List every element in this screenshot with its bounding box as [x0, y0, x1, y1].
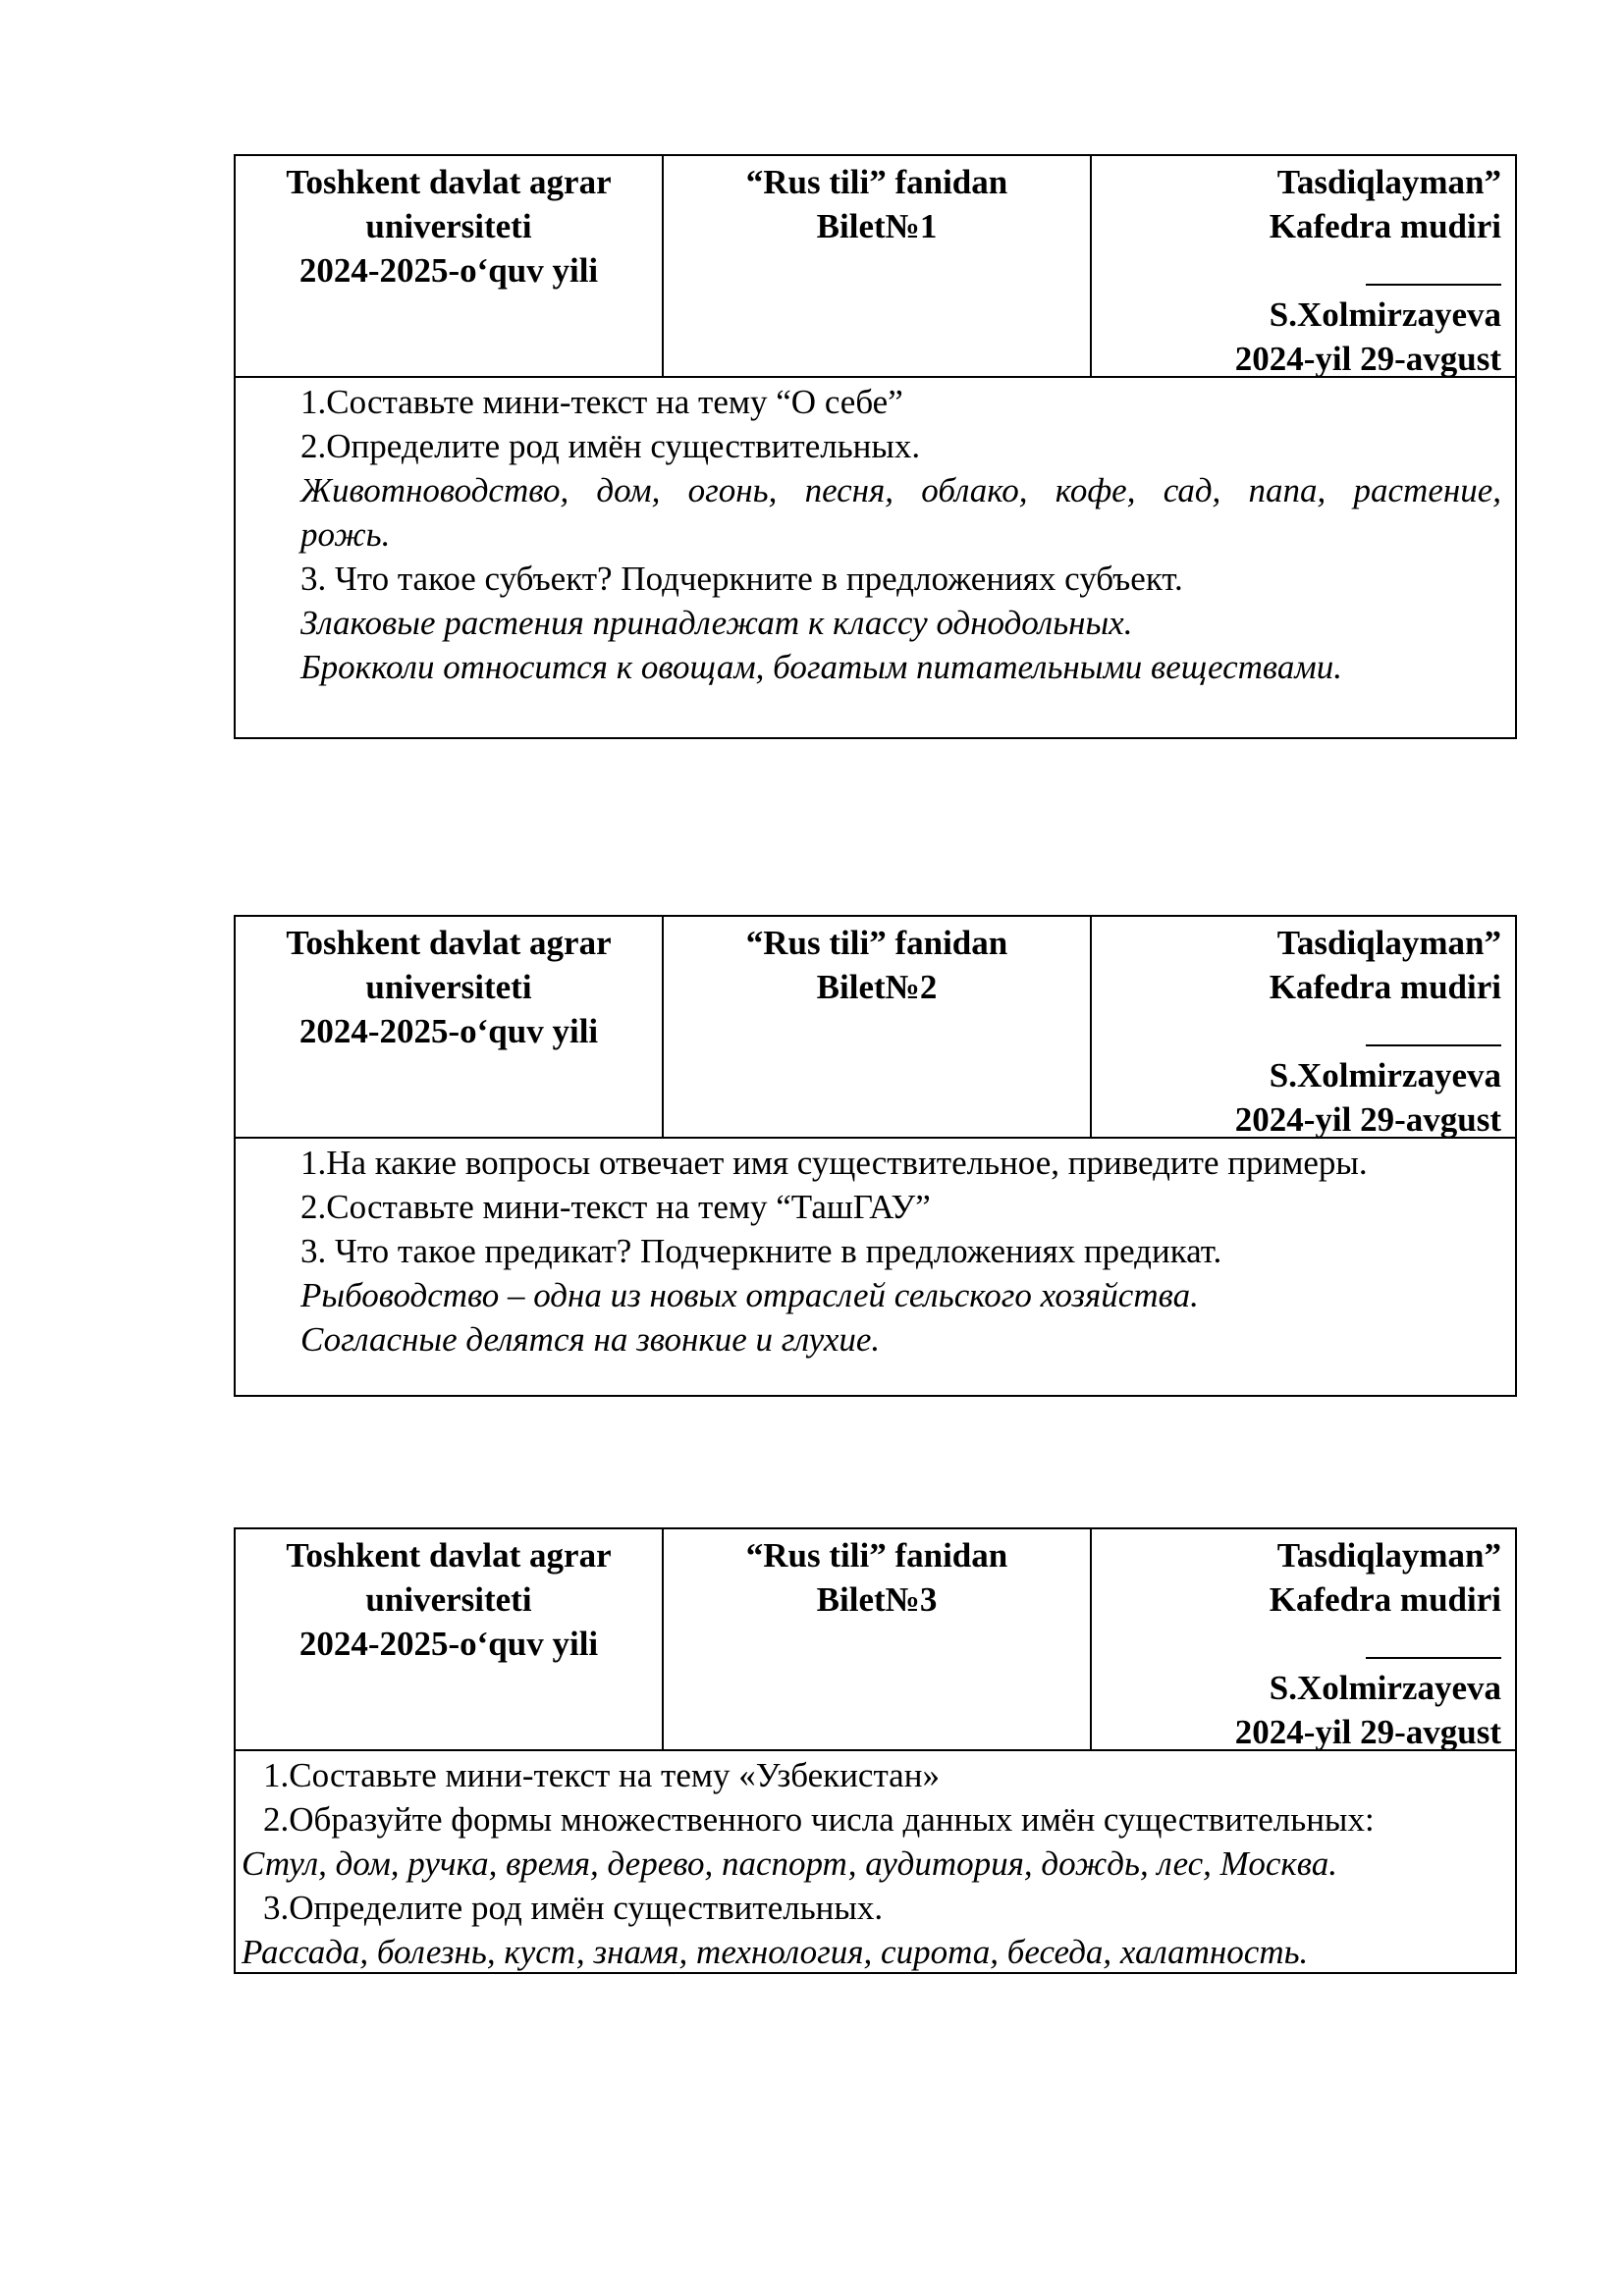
ticket-1	[234, 154, 1517, 739]
head-name: S.Xolmirzayeva	[1269, 1056, 1501, 1095]
ticket-header	[236, 917, 1515, 1139]
question: 3. Что такое предикат? Подчеркните в предложениях предикат.	[300, 1232, 1222, 1270]
approval-date: 2024-yil 29-avgust	[1234, 1100, 1501, 1139]
university-line: universiteti	[365, 1580, 532, 1619]
head-name: S.Xolmirzayeva	[1269, 295, 1501, 334]
subject-cell	[664, 1529, 1092, 1749]
example-text: Стул, дом, ручка, время, дерево, паспорт, аудитория, дождь, лес, Москва.	[242, 1844, 1337, 1883]
signature-line-row	[1092, 1009, 1501, 1053]
ticket-body	[236, 1139, 1515, 1362]
academic-year: 2024-2025-o‘quv yili	[298, 1625, 599, 1663]
example-text: Брокколи относится к овощам, богатым питательными веществами.	[300, 648, 1342, 686]
question: 1.Составьте мини-текст на тему “О себе”	[300, 383, 903, 421]
university-cell	[236, 1529, 664, 1749]
university-line: universiteti	[365, 207, 532, 245]
subject-cell	[664, 156, 1092, 376]
university-cell	[236, 156, 664, 376]
approval-cell	[1092, 917, 1515, 1137]
example-text: Рыбоводство – одна из новых отраслей сельского хозяйства.	[300, 1276, 1199, 1314]
ticket-body	[236, 1751, 1515, 1974]
approve-label: Tasdiqlayman”	[1276, 924, 1501, 962]
signature-line	[1366, 1009, 1501, 1046]
head-title: Kafedra mudiri	[1269, 207, 1501, 245]
ticket-3	[234, 1527, 1517, 1974]
approve-label: Tasdiqlayman”	[1276, 1536, 1501, 1575]
university-cell	[236, 917, 664, 1137]
signature-line	[1366, 1622, 1501, 1659]
subject-cell	[664, 917, 1092, 1137]
ticket-2	[234, 915, 1517, 1397]
university-line: Toshkent davlat agrar	[286, 924, 612, 962]
question: 3. Что такое субъект? Подчеркните в предложениях субъект.	[300, 560, 1183, 598]
question: 2.Составьте мини-текст на тему “ТашГАУ”	[300, 1188, 931, 1226]
example-text: Согласные делятся на звонкие и глухие.	[300, 1320, 881, 1359]
academic-year: 2024-2025-o‘quv yili	[298, 1012, 599, 1050]
ticket-body	[236, 378, 1515, 689]
example-text: рожь.	[300, 515, 391, 554]
subject-title: “Rus tili” fanidan	[745, 163, 1008, 201]
example-text: Рассада, болезнь, куст, знамя, технология, сирота, беседа, халатность.	[242, 1933, 1309, 1971]
head-name: S.Xolmirzayeva	[1269, 1669, 1501, 1707]
subject-title: “Rus tili” fanidan	[745, 1536, 1008, 1575]
question: 2.Определите род имён существительных.	[300, 427, 921, 465]
approval-cell	[1092, 1529, 1515, 1749]
ticket-number: Bilet№1	[816, 207, 938, 245]
university-line: Toshkent davlat agrar	[286, 163, 612, 201]
signature-line-row	[1092, 248, 1501, 293]
subject-title: “Rus tili” fanidan	[745, 924, 1008, 962]
head-title: Kafedra mudiri	[1269, 968, 1501, 1006]
approval-date: 2024-yil 29-avgust	[1234, 340, 1501, 378]
approve-label: Tasdiqlayman”	[1276, 163, 1501, 201]
question: 1.Составьте мини-текст на тему «Узбекистан»	[263, 1756, 940, 1794]
signature-line	[1366, 248, 1501, 286]
question: 1.На какие вопросы отвечает имя существительное, приведите примеры.	[300, 1144, 1368, 1182]
ticket-header	[236, 1529, 1515, 1751]
ticket-number: Bilet№2	[816, 968, 938, 1006]
ticket-header	[236, 156, 1515, 378]
approval-cell	[1092, 156, 1515, 376]
example-text: Животноводство, дом, огонь, песня, облако, кофе, сад, папа, растение,	[300, 471, 1501, 509]
ticket-number: Bilet№3	[816, 1580, 938, 1619]
signature-line-row	[1092, 1622, 1501, 1666]
approval-date: 2024-yil 29-avgust	[1234, 1713, 1501, 1751]
university-line: universiteti	[365, 968, 532, 1006]
university-line: Toshkent davlat agrar	[286, 1536, 612, 1575]
question: 3.Определите род имён существительных.	[263, 1889, 884, 1927]
head-title: Kafedra mudiri	[1269, 1580, 1501, 1619]
academic-year: 2024-2025-o‘quv yili	[298, 251, 599, 290]
example-text: Злаковые растения принадлежат к классу однодольных.	[300, 604, 1133, 642]
question: 2.Образуйте формы множественного числа данных имён существительных:	[263, 1800, 1375, 1839]
